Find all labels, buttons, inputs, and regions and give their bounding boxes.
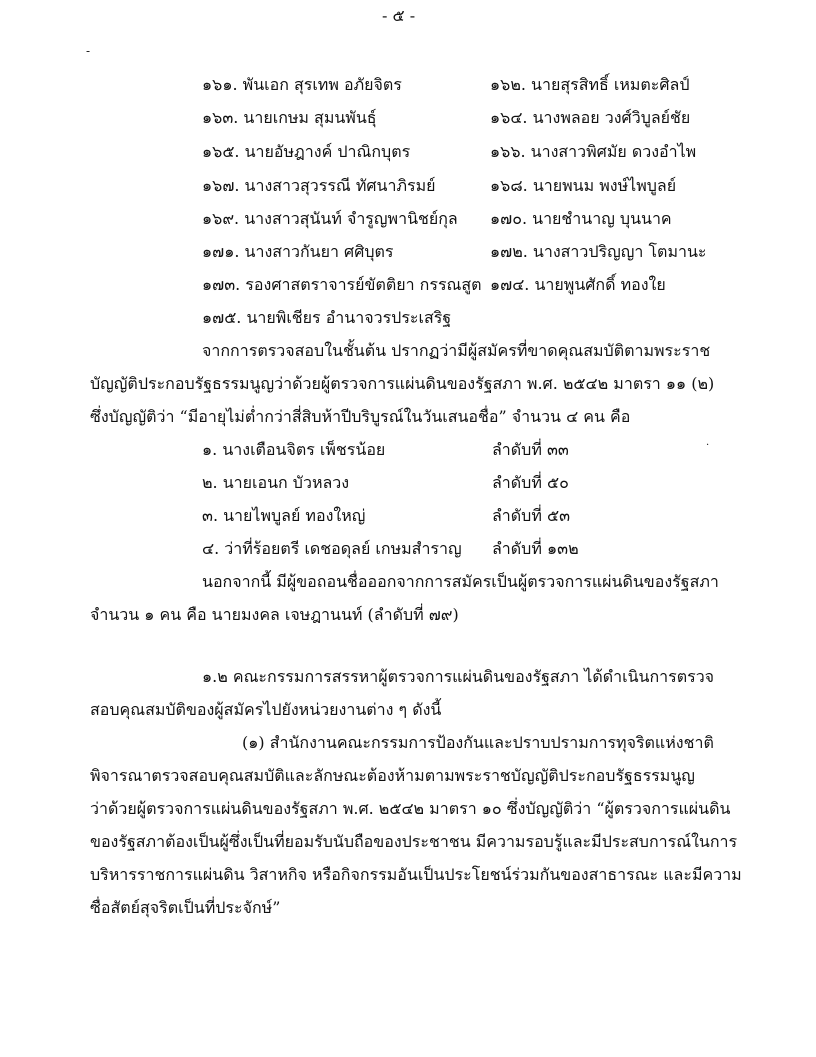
disqualified-rank-3: ลำดับที่ ๕๓ xyxy=(492,506,571,525)
applicant-165: ๑๖๕. นายอัษฎางค์ ปาณิกบุตร xyxy=(202,142,411,161)
applicant-172: ๑๗๒. นางสาวปริญญา โตมานะ xyxy=(490,242,707,261)
disqualified-item-2: ๒. นายเอนก บัวหลวง xyxy=(202,473,350,492)
disqualified-rank-1: ลำดับที่ ๓๓ xyxy=(492,440,569,459)
applicant-161: ๑๖๑. พันเอก สุรเทพ อภัยจิตร xyxy=(202,75,402,94)
paragraph-1-line-3: ซึ่งบัญญัติว่า “มีอายุไม่ต่ำกว่าสี่สิบห้าปีบริบูรณ์ในวันเสนอชื่อ” จำนวน ๔ คน คือ xyxy=(90,407,631,426)
section-1-2-line-1: ๑.๒ คณะกรรมการสรรหาผู้ตรวจการแผ่นดินของรัฐสภา ได้ดำเนินการตรวจ xyxy=(202,667,715,686)
applicant-168: ๑๖๘. นายพนม พงษ์ไพบูลย์ xyxy=(490,176,677,195)
applicant-162: ๑๖๒. นายสุรสิทธิ์ เหมตะศิลป์ xyxy=(490,75,690,94)
applicant-164: ๑๖๔. นางพลอย วงศ์วิบูลย์ชัย xyxy=(490,108,691,127)
paragraph-1-line-2: บัญญัติประกอบรัฐธรรมนูญว่าด้วยผู้ตรวจการแผ่นดินของรัฐสภา พ.ศ. ๒๕๔๒ มาตรา ๑๑ (๒) xyxy=(90,374,715,393)
subsection-1-line-5: บริหารราชการแผ่นดิน วิสาหกิจ หรือกิจกรรมอันเป็นประโยชน์ร่วมกันของสาธารณะ และมีความ xyxy=(90,865,742,884)
applicant-169: ๑๖๙. นางสาวสุนันท์ จำรูญพานิชย์กุล xyxy=(202,209,458,228)
applicant-173: ๑๗๓. รองศาสตราจารย์ขัตติยา กรรณสูต xyxy=(202,275,482,294)
subsection-1-line-4: ของรัฐสภาต้องเป็นผู้ซึ่งเป็นที่ยอมรับนับถือของประชาชน มีความรอบรู้และมีประสบการณ์ในการ xyxy=(90,832,738,851)
page-number: - ๕ - xyxy=(382,6,416,25)
disqualified-item-1: ๑. นางเตือนจิตร เพ็ชรน้อย xyxy=(202,440,386,459)
disqualified-item-3: ๓. นายไพบูลย์ ทองใหญ่ xyxy=(202,506,366,525)
applicant-175: ๑๗๕. นายพิเชียร อำนาจวรประเสริฐ xyxy=(202,308,452,327)
subsection-1-line-3: ว่าด้วยผู้ตรวจการแผ่นดินของรัฐสภา พ.ศ. ๒๕๔๒ มาตรา ๑๐ ซึ่งบัญญัติว่า “ผู้ตรวจการแผ่นดิน xyxy=(90,799,731,818)
subsection-1-line-2: พิจารณาตรวจสอบคุณสมบัติและลักษณะต้องห้ามตามพระราชบัญญัติประกอบรัฐธรรมนูญ xyxy=(90,766,695,785)
applicant-174: ๑๗๔. นายพูนศักดิ์ ทองใย xyxy=(490,275,666,294)
disqualified-rank-2: ลำดับที่ ๕๐ xyxy=(492,473,569,492)
subsection-1-line-6: ซื่อสัตย์สุจริตเป็นที่ประจักษ์” xyxy=(90,898,281,917)
applicant-167: ๑๖๗. นางสาวสุวรรณี ทัศนาภิรมย์ xyxy=(202,176,436,195)
applicant-170: ๑๗๐. นายชำนาญ บุนนาค xyxy=(490,209,672,228)
stray-mark-dash: - xyxy=(86,44,91,58)
paragraph-2-line-1: นอกจากนี้ มีผู้ขอถอนชื่อออกจากการสมัครเป็นผู้ตรวจการแผ่นดินของรัฐสภา xyxy=(202,572,719,591)
paragraph-1-line-1: จากการตรวจสอบในชั้นต้น ปรากฏว่ามีผู้สมัครที่ขาดคุณสมบัติตามพระราช xyxy=(202,341,711,360)
section-1-2-line-2: สอบคุณสมบัติของผู้สมัครไปยังหน่วยงานต่าง ๆ ดังนี้ xyxy=(90,700,442,719)
applicant-166: ๑๖๖. นางสาวพิศมัย ดวงอำไพ xyxy=(490,142,697,161)
disqualified-item-4: ๔. ว่าที่ร้อยตรี เดชอดุลย์ เกษมสำราญ xyxy=(202,539,462,558)
applicant-163: ๑๖๓. นายเกษม สุมนพันธุ์ xyxy=(202,108,377,127)
stray-mark-dot: . xyxy=(706,437,710,448)
disqualified-rank-4: ลำดับที่ ๑๓๒ xyxy=(492,539,579,558)
subsection-1-line-1: (๑) สำนักงานคณะกรรมการป้องกันและปราบปรามการทุจริตแห่งชาติ xyxy=(242,733,714,752)
paragraph-2-line-2: จำนวน ๑ คน คือ นายมงคล เจษฎานนท์ (ลำดับที่ ๗๙) xyxy=(90,605,459,624)
applicant-171: ๑๗๑. นางสาวกันยา ศศิบุตร xyxy=(202,242,394,261)
